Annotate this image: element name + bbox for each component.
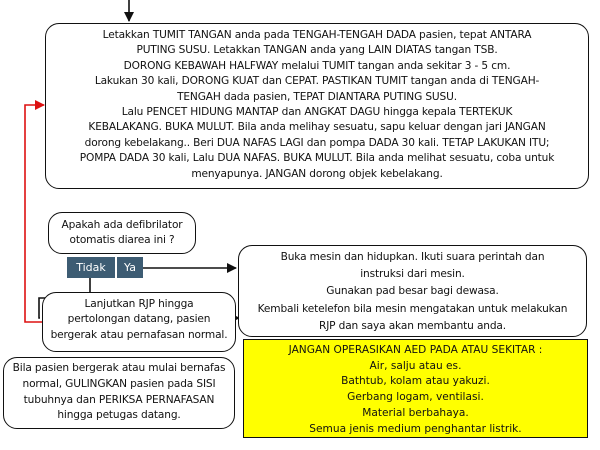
choice-no-label: Tidak — [67, 257, 115, 278]
main-line: PUTING SUSU. Letakkan TANGAN anda yang LAIN DIATAS tangan TSB. — [136, 44, 498, 57]
warning-line: Semua jenis medium penghantar listrik. — [309, 422, 522, 435]
main-instruction-box — [45, 23, 589, 189]
aed-warning-box — [243, 339, 588, 438]
main-line: DORONG KEBAWAH HALFWAY melalui TUMIT tangan anda sekitar 3 - 5 cm. — [123, 59, 511, 72]
aed-line: Gunakan pad besar bagi dewasa. — [326, 285, 499, 298]
warning-line: Material berbahaya. — [362, 406, 469, 419]
cpr-line: Lanjutkan RJP hingga — [84, 298, 194, 310]
question-line: Apakah ada defibrilator — [61, 219, 183, 231]
recovery-line: normal, GULINGKAN pasien pada SISI — [22, 377, 216, 390]
main-line: menyapunya. JANGAN dorong objek kebelakang. — [191, 167, 443, 180]
main-line: KEBALAKANG. BUKA MULUT. Bila anda melihay sesuatu, sapu keluar dengan jari JANGAN — [88, 121, 546, 134]
cpr-line: bergerak atau pernafasan normal. — [50, 328, 228, 341]
warning-heading: JANGAN OPERASIKAN AED PADA ATAU SEKITAR : — [288, 344, 543, 356]
main-line: Letakkan TUMIT TANGAN anda pada TENGAH-TENGAH DADA pasien, tepat ANTARA — [102, 29, 532, 41]
warning-line: Gerbang logam, ventilasi. — [347, 391, 484, 404]
aed-line: Kembali ketelefon bila mesin mengatakan untuk melakukan — [257, 302, 568, 315]
choice-yes-label: Ya — [117, 257, 143, 278]
aed-instruction-box — [238, 245, 587, 337]
aed-line: instruksi dari mesin. — [360, 268, 465, 281]
main-line: Lalu PENCET HIDUNG MANTAP dan ANGKAT DAGU hingga kepala TERTEKUK — [121, 106, 513, 119]
warning-line: Bathtub, kolam atau yakuzi. — [341, 375, 490, 388]
main-line: POMPA DADA 30 kali, Lalu DUA NAFAS. BUKA MULUT. Bila anda melihat sesuatu, coba untuk — [79, 152, 555, 165]
cpr-line: pertolongan datang, pasien — [67, 313, 211, 326]
continue-cpr-box — [42, 292, 236, 352]
question-line: otomatis diarea ini ? — [69, 234, 175, 246]
main-line: Lakukan 30 kali, DORONG KUAT dan CEPAT. PASTIKAN TUMIT tangan anda di TENGAH- — [94, 75, 540, 88]
loop-back-arrow — [25, 105, 44, 322]
recovery-line: hingga petugas datang. — [57, 409, 181, 422]
aed-line: RJP dan saya akan membantu anda. — [318, 319, 506, 332]
recovery-line: Bila pasien bergerak atau mulai bernafas — [12, 362, 226, 374]
main-line: TENGAH dada pasien, TEPAT DIANTARA PUTING SUSU. — [177, 90, 457, 103]
recovery-position-box — [3, 357, 235, 429]
main-line: dorong kebelakang.. Beri DUA NAFAS LAGI dan pompa DADA 30 kali. TETAP LAKUKAN ITU; — [84, 136, 550, 149]
aed-question-box — [48, 212, 196, 254]
aed-line: Buka mesin dan hidupkan. Ikuti suara perintah dan — [280, 251, 545, 263]
recovery-line: tubuhnya dan PERIKSA PERNAFASAN — [23, 393, 215, 406]
warning-line: Air, salju atau es. — [369, 359, 462, 372]
